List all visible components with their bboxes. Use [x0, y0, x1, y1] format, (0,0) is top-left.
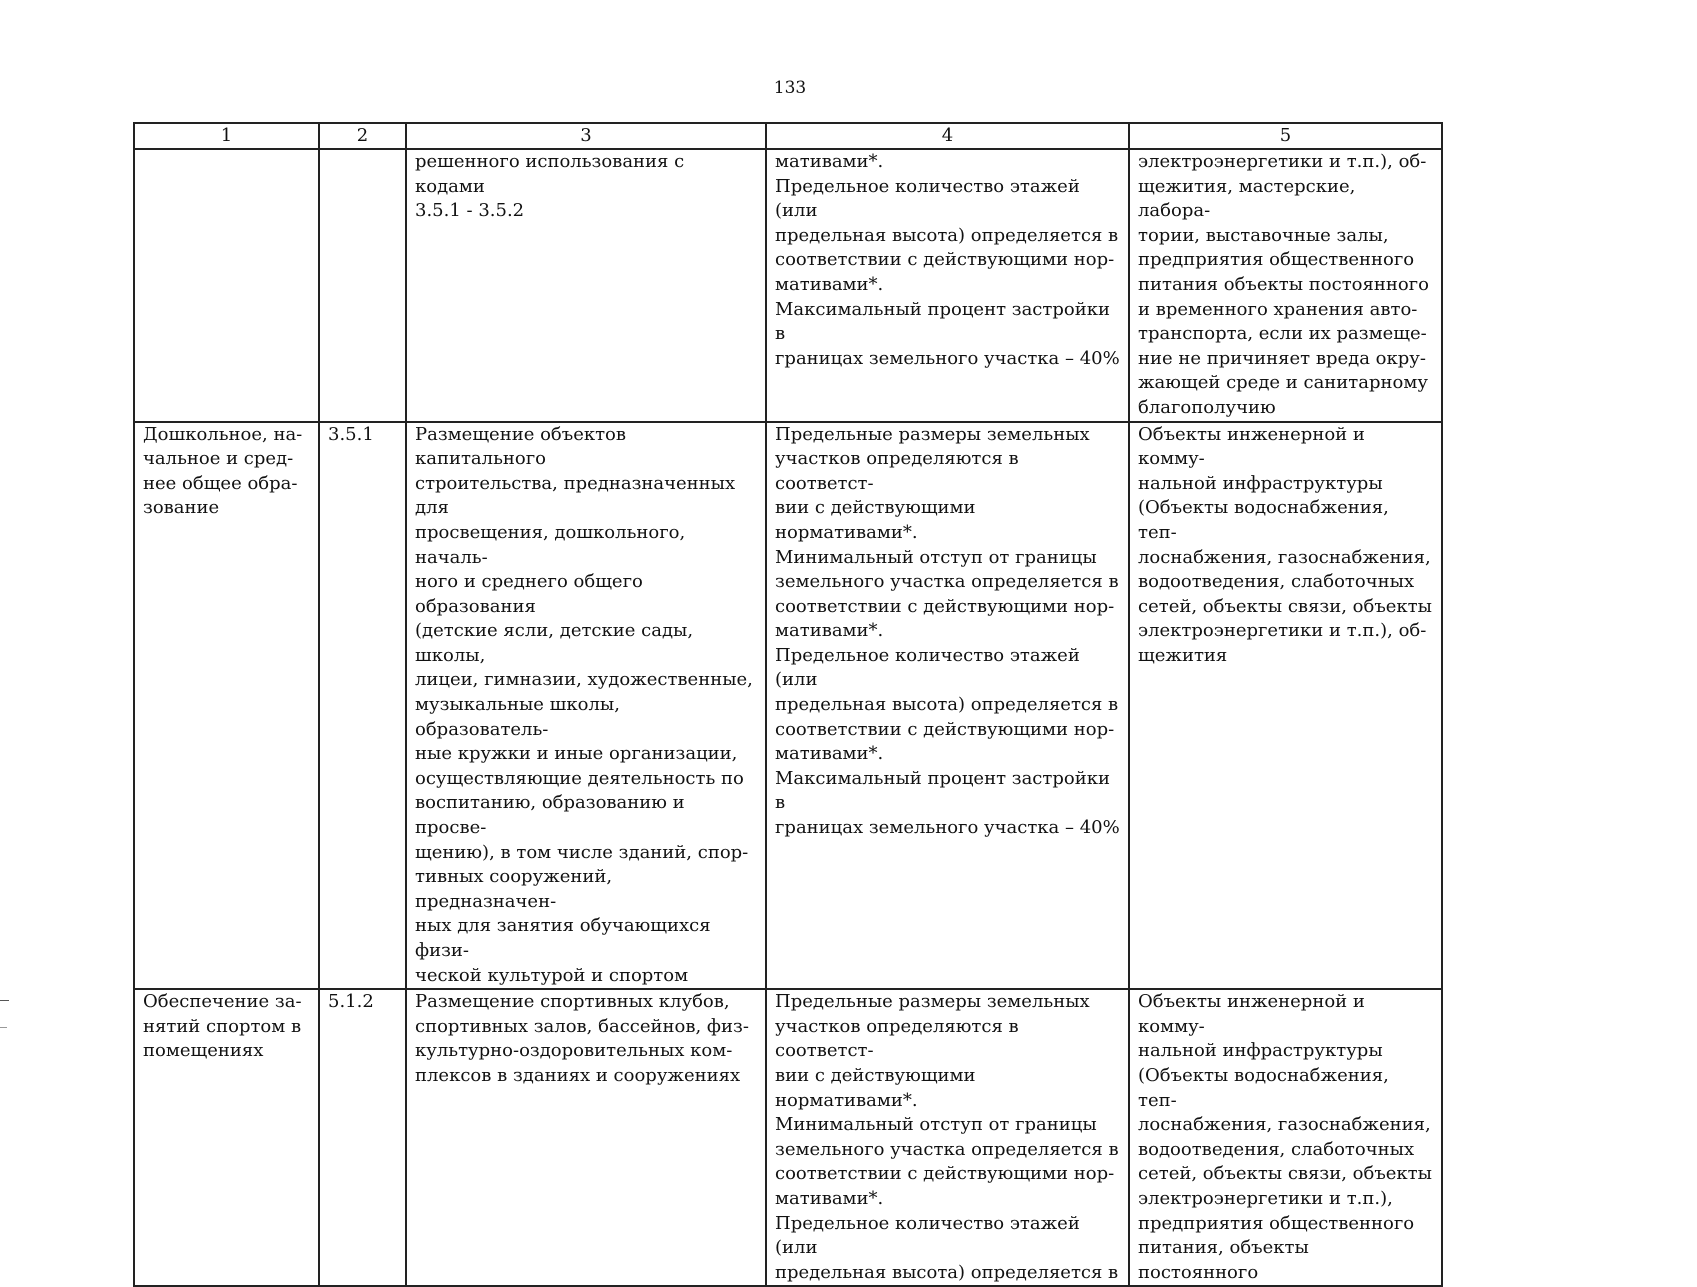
- column-number-1: 1: [134, 123, 319, 149]
- use-description-cell: решенного использования с кодами 3.5.1 - 3.5.2: [406, 149, 766, 422]
- column-number-2: 2: [319, 123, 406, 149]
- page-number: 133: [773, 78, 807, 98]
- use-code-cell: [319, 149, 406, 422]
- table-header-row: [134, 123, 1442, 149]
- auxiliary-uses-cell: Объекты инженерной и комму- нальной инфраструктуры (Объекты водоснабжения, теп- лоснабжения, газоснабжения, водоотведения, слаботочных сетей, объекты связи, объекты электроэнергетики и т.п.), об- щежития: [1129, 422, 1442, 990]
- column-number-5: 5: [1129, 123, 1442, 149]
- parameters-cell: Предельные размеры земельных участков определяются в соответст- вии с действующими нормативами*. Минимальный отступ от границы земельного участка определяется в соответствии с действующими нор- мативами*. Предельное количество этажей (или предельная высота) определяется в: [766, 989, 1129, 1286]
- column-number-4: 4: [766, 123, 1129, 149]
- use-description-cell: Размещение спортивных клубов, спортивных залов, бассейнов, физ- культурно-оздоровительных ком- плексов в зданиях и сооружениях: [406, 989, 766, 1286]
- scan-edge-mark: [0, 1000, 9, 1001]
- auxiliary-uses-cell: Объекты инженерной и комму- нальной инфраструктуры (Объекты водоснабжения, теп- лоснабжения, газоснабжения, водоотведения, слаботочных сетей, объекты связи, объекты электроэнергетики и т.п.), предприятия общественного питания, объекты постоянного: [1129, 989, 1442, 1286]
- parameters-cell: мативами*. Предельное количество этажей (или предельная высота) определяется в соответствии с действующими нор- мативами*. Максимальный процент застройки в границах земельного участка – 40%: [766, 149, 1129, 422]
- use-code-cell: 5.1.2: [319, 989, 406, 1286]
- use-code-cell: 3.5.1: [319, 422, 406, 990]
- table-row: [134, 149, 1442, 422]
- use-description-cell: Размещение объектов капитального строительства, предназначенных для просвещения, дошкольного, началь- ного и среднего общего образования (детские ясли, детские сады, школы, лицеи, гимназии, художественные, музыкальные школы, образователь- ные кружки и иные организации, осуществляющие деятельность по воспитанию, образованию и просве- щению), в том числе зданий, спор- тивных сооружений, предназначен- ных для занятия обучающихся физи- ческой культурой и спортом: [406, 422, 766, 990]
- use-name-cell: Обеспечение за- нятий спортом в помещениях: [134, 989, 319, 1286]
- use-name-cell: [134, 149, 319, 422]
- use-name-cell: Дошкольное, на- чальное и сред- нее общее обра- зование: [134, 422, 319, 990]
- parameters-cell: Предельные размеры земельных участков определяются в соответст- вии с действующими нормативами*. Минимальный отступ от границы земельного участка определяется в соответствии с действующими нор- мативами*. Предельное количество этажей (или предельная высота) определяется в соответствии с действующими нор- мативами*. Максимальный процент застройки в границах земельного участка – 40%: [766, 422, 1129, 990]
- scan-edge-mark: [0, 1027, 7, 1028]
- column-number-3: 3: [406, 123, 766, 149]
- auxiliary-uses-cell: электроэнергетики и т.п.), об- щежития, мастерские, лабора- тории, выставочные залы, предприятия общественного питания объекты постоянного и временного хранения авто- транспорта, если их размеще- ние не причиняет вреда окру- жающей среде и санитарному благополучию: [1129, 149, 1442, 422]
- table-row: [134, 422, 1442, 990]
- zoning-table: [133, 122, 1443, 1287]
- table-row: [134, 989, 1442, 1286]
